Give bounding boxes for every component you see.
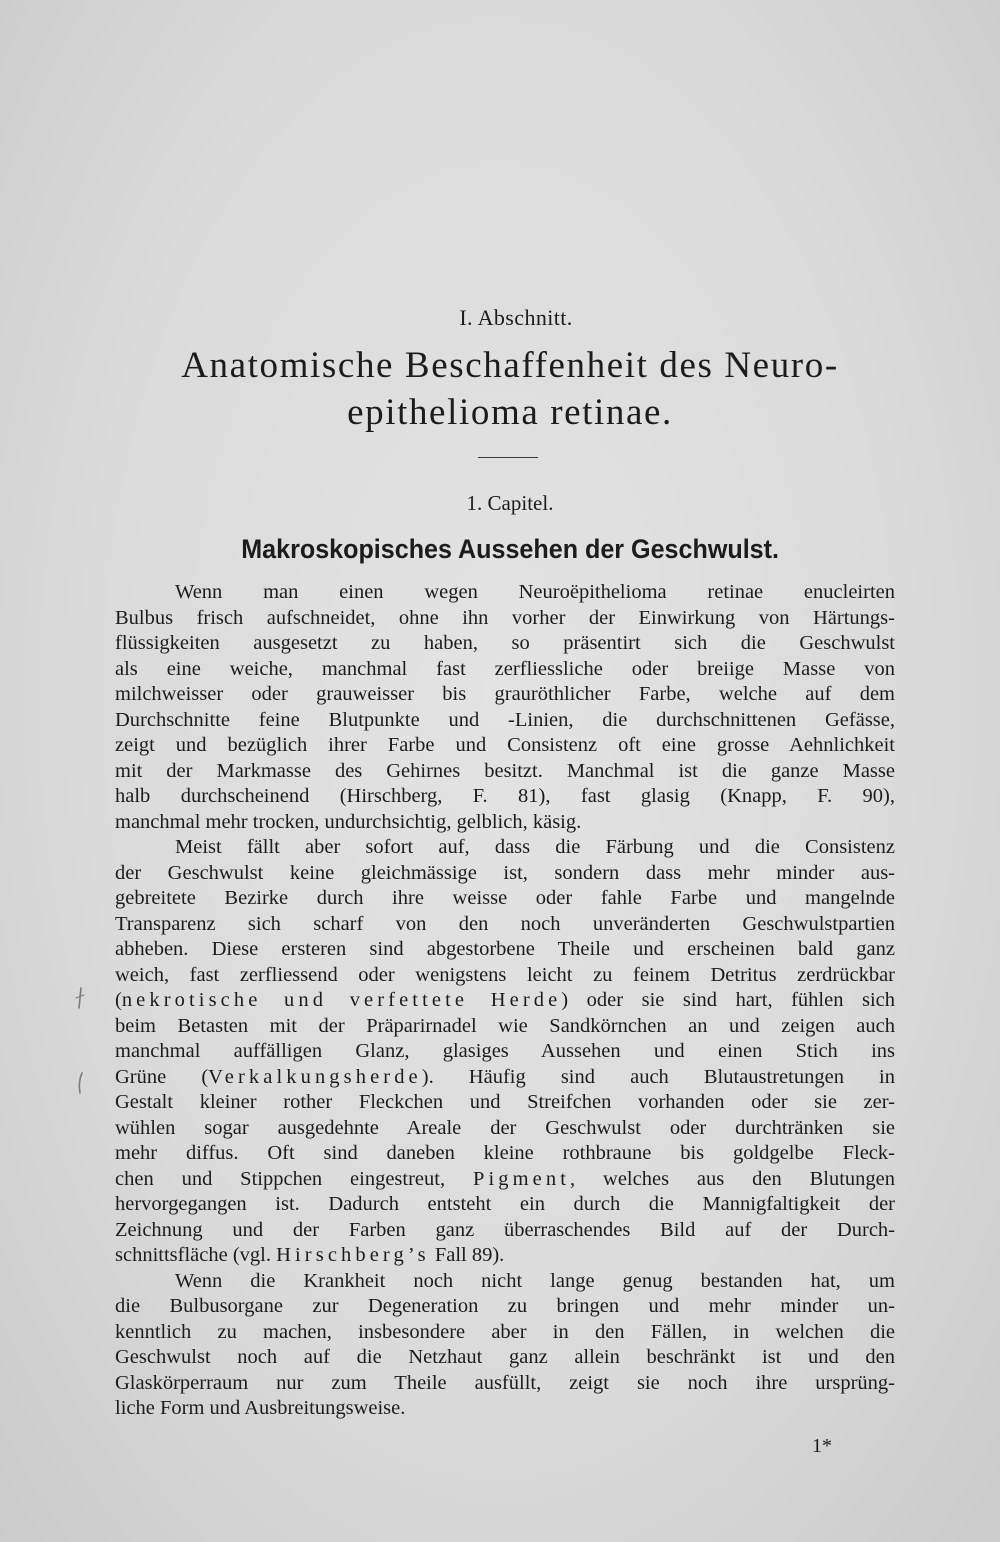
chapter-heading	[20, 532, 1000, 571]
text-run: weich, fast zerfliessend oder wenigstens leicht zu feinem Detritus zerdrückbar	[115, 963, 895, 986]
text-run: , welches aus den Blutungen	[570, 1167, 895, 1190]
text-line	[115, 1320, 895, 1346]
text-run: mit der Markmasse des Gehirnes besitzt. Manchmal ist die ganze Masse	[115, 759, 895, 782]
signature-mark: 1*	[812, 1435, 832, 1457]
text-run: chen und Stippchen eingestreut,	[115, 1167, 473, 1190]
text-line	[115, 1243, 895, 1269]
text-run: Fall 89).	[429, 1244, 505, 1266]
section-title-line-1: Anatomische Beschaffenheit des Neuro-	[181, 345, 839, 386]
text-run: die Bulbusorgane zur Degeneration zu bringen und mehr minder un-	[115, 1295, 895, 1317]
text-run: als eine weiche, manchmal fast zerfliessliche oder breiige Masse von	[115, 657, 895, 680]
text-line	[115, 1014, 895, 1040]
spaced-emphasis: Pigment	[472, 1167, 571, 1190]
section-title-line-2: epithelioma retinae.	[347, 392, 673, 433]
text-line	[115, 759, 895, 785]
text-run: zeigt und bezüglich ihrer Farbe und Consistenz oft eine grosse Aehnlichkeit	[115, 734, 895, 756]
text-line	[115, 912, 895, 938]
text-run: schnittsfläche (vgl.	[115, 1244, 277, 1266]
text-line	[115, 1039, 895, 1065]
text-run: Bulbus frisch aufschneidet, ohne ihn vorher der Einwirkung von Härtungs-	[115, 606, 895, 629]
spaced-emphasis: Hirschberg’s	[276, 1244, 430, 1266]
text-run: liche Form und Ausbreitungsweise.	[115, 1397, 406, 1419]
text-run: Transparenz sich scharf von den noch unveränderten Geschwulstpartien	[115, 912, 895, 935]
text-run: abheben. Diese ersteren sind abgestorbene Theile und erscheinen bald ganz	[115, 938, 895, 960]
text-run: Meist fällt aber sofort auf, dass die Färbung und die Consistenz	[175, 836, 895, 858]
text-run: gebreitete Bezirke durch ihre weisse oder fahle Farbe und mangelnde	[115, 887, 895, 909]
paragraph	[115, 580, 895, 835]
text-line	[115, 1065, 895, 1091]
text-line	[115, 733, 895, 759]
pencil-mark	[72, 1070, 88, 1096]
pencil-mark	[72, 986, 88, 1012]
text-run: Gestalt kleiner rother Fleckchen und Streifchen vorhanden oder sie zer-	[115, 1091, 895, 1113]
text-line	[115, 1192, 895, 1218]
text-run: manchmal auffälligen Glanz, glasiges Aussehen und einen Stich ins	[115, 1040, 895, 1062]
text-line	[115, 606, 895, 632]
section-label: I. Abschnitt.	[459, 305, 573, 330]
text-run: flüssigkeiten ausgesetzt zu haben, so präsentirt sich die Geschwulst	[115, 632, 895, 654]
text-run: ) oder sie sind hart, fühlen sich	[561, 989, 895, 1011]
text-run: manchmal mehr trocken, undurchsichtig, gelblich, käsig.	[115, 810, 582, 833]
chapter-heading-text: Makroskopisches Aussehen der Geschwulst.	[241, 534, 779, 564]
text-run: hervorgegangen ist. Dadurch entsteht ein durch die Mannigfaltigkeit der	[115, 1193, 895, 1215]
text-line	[115, 886, 895, 912]
text-line	[115, 835, 895, 861]
text-run: Wenn man einen wegen Neuroëpithelioma retinae enucleirten	[175, 581, 895, 603]
paragraph	[115, 835, 895, 1269]
text-run: halb durchscheinend (Hirschberg, F. 81), fast glasig (Knapp, F. 90),	[115, 785, 895, 807]
text-line	[115, 657, 895, 683]
text-run: der Geschwulst keine gleichmässige ist, sondern dass mehr minder aus-	[115, 861, 895, 884]
spaced-emphasis: Verkalkungsherde	[208, 1065, 422, 1088]
text-run: milchweisser oder grauweisser bis grauröthlicher Farbe, welche auf dem	[115, 683, 895, 705]
paragraph	[115, 1269, 895, 1422]
text-run: Grüne (	[115, 1065, 209, 1088]
text-line	[115, 708, 895, 734]
text-line	[115, 1396, 895, 1422]
text-line	[115, 963, 895, 989]
text-line	[115, 861, 895, 887]
text-line	[115, 1269, 895, 1295]
text-run: ). Häufig sind auch Blutaustretungen in	[421, 1065, 895, 1088]
text-line	[115, 810, 895, 836]
text-run: Wenn die Krankheit noch nicht lange genug bestanden hat, um	[175, 1269, 895, 1292]
text-line	[115, 1345, 895, 1371]
spaced-emphasis: nekrotische und verfettete Herde	[121, 989, 562, 1011]
text-run: beim Betasten mit der Präparirnadel wie Sandkörnchen an und zeigen auch	[115, 1014, 895, 1037]
text-line	[115, 1090, 895, 1116]
text-line	[115, 631, 895, 657]
text-line	[115, 682, 895, 708]
text-run: Durchschnitte feine Blutpunkte und -Linien, die durchschnittenen Gefässe,	[115, 708, 895, 731]
text-run: Zeichnung und der Farben ganz überraschendes Bild auf der Durch-	[115, 1218, 895, 1241]
text-line	[115, 1218, 895, 1244]
text-run: kenntlich zu machen, insbesondere aber in den Fällen, in welchen die	[115, 1320, 895, 1343]
text-line	[115, 1371, 895, 1397]
text-run: Geschwulst noch auf die Netzhaut ganz allein beschränkt ist und den	[115, 1346, 895, 1368]
text-line	[115, 1141, 895, 1167]
section-title	[20, 342, 1000, 436]
text-run: (	[115, 989, 122, 1011]
text-line	[115, 580, 895, 606]
text-run: Glaskörperraum nur zum Theile ausfüllt, zeigt sie noch ihre ursprüng-	[115, 1371, 895, 1394]
text-run: wühlen sogar ausgedehnte Areale der Geschwulst oder durchtränken sie	[115, 1116, 895, 1139]
chapter-label: 1. Capitel.	[466, 491, 554, 515]
text-run: mehr diffus. Oft sind daneben kleine rothbraune bis goldgelbe Fleck-	[115, 1142, 895, 1164]
text-line	[115, 784, 895, 810]
text-line	[115, 988, 895, 1014]
text-line	[115, 1167, 895, 1193]
text-line	[115, 1294, 895, 1320]
text-line	[115, 1116, 895, 1142]
title-divider	[478, 457, 538, 458]
body-text	[115, 580, 895, 1422]
text-line	[115, 937, 895, 963]
